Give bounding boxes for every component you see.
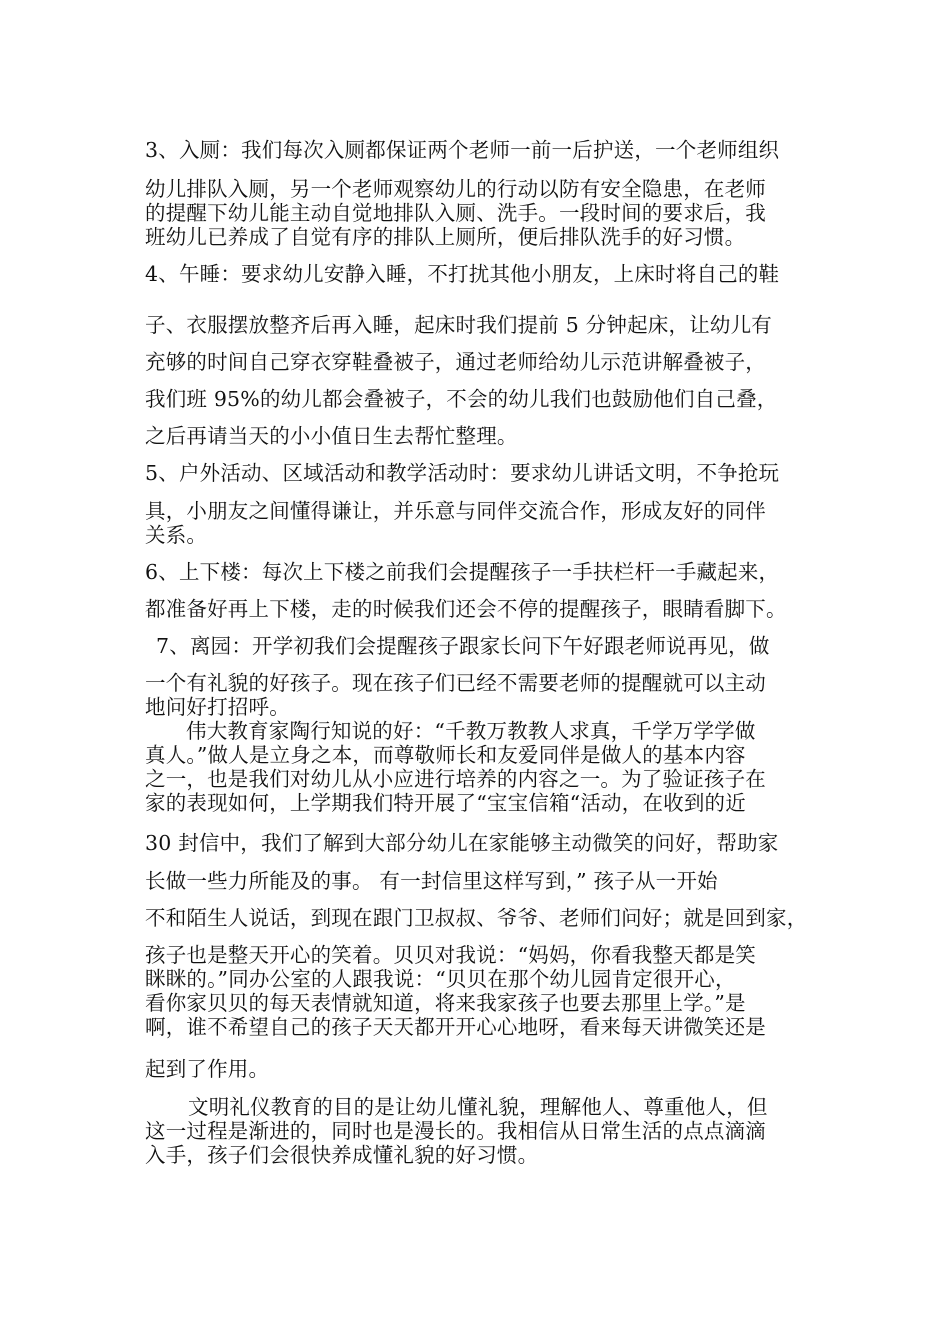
text-line: 3、入厕：我们每次入厕都保证两个老师一前一后护送，一个老师组织	[145, 138, 780, 162]
text-line: 之后再请当天的小小值日生去帮忙整理。	[145, 424, 518, 448]
text-line: 孩子也是整天开心的笑着。贝贝对我说：“妈妈，你看我整天都是笑	[145, 943, 756, 967]
text-line: 充够的时间自己穿衣穿鞋叠被子，通过老师给幼儿示范讲解叠被子，	[145, 350, 766, 374]
text-line: 这一过程是渐进的，同时也是漫长的。我相信从日常生活的点点滴滴	[145, 1119, 766, 1143]
text-line: 地问好打招呼。	[145, 695, 290, 719]
text-line: 眯眯的。”同办公室的人跟我说：“贝贝在那个幼儿园肯定很开心，	[145, 967, 736, 991]
text-line: 之一，也是我们对幼儿从小应进行培养的内容之一。为了验证孩子在	[145, 767, 766, 791]
text-line: 入手，孩子们会很快养成懂礼貌的好习惯。	[145, 1143, 539, 1167]
text-line: 4、午睡：要求幼儿安静入睡，不打扰其他小朋友，上床时将自己的鞋	[145, 262, 780, 286]
text-line: 30 封信中，我们了解到大部分幼儿在家能够主动微笑的问好，帮助家	[145, 831, 779, 855]
text-line: 幼儿排队入厕，另一个老师观察幼儿的行动以防有安全隐患，在老师	[145, 177, 766, 201]
text-line: 啊，谁不希望自己的孩子天天都开开心心地呀，看来每天讲微笑还是	[145, 1015, 766, 1039]
text-line: 班幼儿已养成了自觉有序的排队上厕所，便后排队洗手的好习惯。	[145, 225, 746, 249]
text-line: 6、上下楼：每次上下楼之前我们会提醒孩子一手扶栏杆一手藏起来，	[145, 560, 780, 584]
text-line: 真人。”做人是立身之本，而尊敬师长和友爱同伴是做人的基本内容	[145, 743, 746, 767]
text-line: 长做一些力所能及的事。 有一封信里这样写到，” 孩子从一开始	[145, 869, 718, 893]
text-line: 都准备好再上下楼，走的时候我们还会不停的提醒孩子，眼睛看脚下。	[145, 597, 787, 621]
text-line: 的提醒下幼儿能主动自觉地排队入厕、洗手。一段时间的要求后，我	[145, 201, 766, 225]
text-line: 5、户外活动、区域活动和教学活动时：要求幼儿讲话文明，不争抢玩	[145, 461, 780, 485]
text-line: 伟大教育家陶行知说的好：“千教万教教人求真，千学万学学做	[186, 719, 756, 743]
text-line: 子、衣服摆放整齐后再入睡，起床时我们提前 5 分钟起床，让幼儿有	[145, 313, 772, 337]
text-line: 一个有礼貌的好孩子。现在孩子们已经不需要老师的提醒就可以主动	[145, 671, 766, 695]
text-line: 起到了作用。	[145, 1057, 270, 1081]
text-line: 家的表现如何，上学期我们特开展了“宝宝信箱“活动，在收到的近	[145, 791, 746, 815]
text-line: 具，小朋友之间懂得谦让，并乐意与同伴交流合作，形成友好的同伴	[145, 499, 766, 523]
text-line: 不和陌生人说话，到现在跟门卫叔叔、爷爷、老师们问好；就是回到家，	[145, 906, 808, 930]
text-line: 看你家贝贝的每天表情就知道，将来我家孩子也要去那里上学。”是	[145, 991, 746, 1015]
text-line: 关系。	[145, 523, 208, 547]
text-line: 文明礼仪教育的目的是让幼儿懂礼貌，理解他人、尊重他人，但	[188, 1095, 768, 1119]
text-line: 我们班 95%的幼儿都会叠被子，不会的幼儿我们也鼓励他们自己叠，	[145, 387, 778, 411]
text-line: 7、离园：开学初我们会提醒孩子跟家长问下午好跟老师说再见，做	[156, 634, 770, 658]
